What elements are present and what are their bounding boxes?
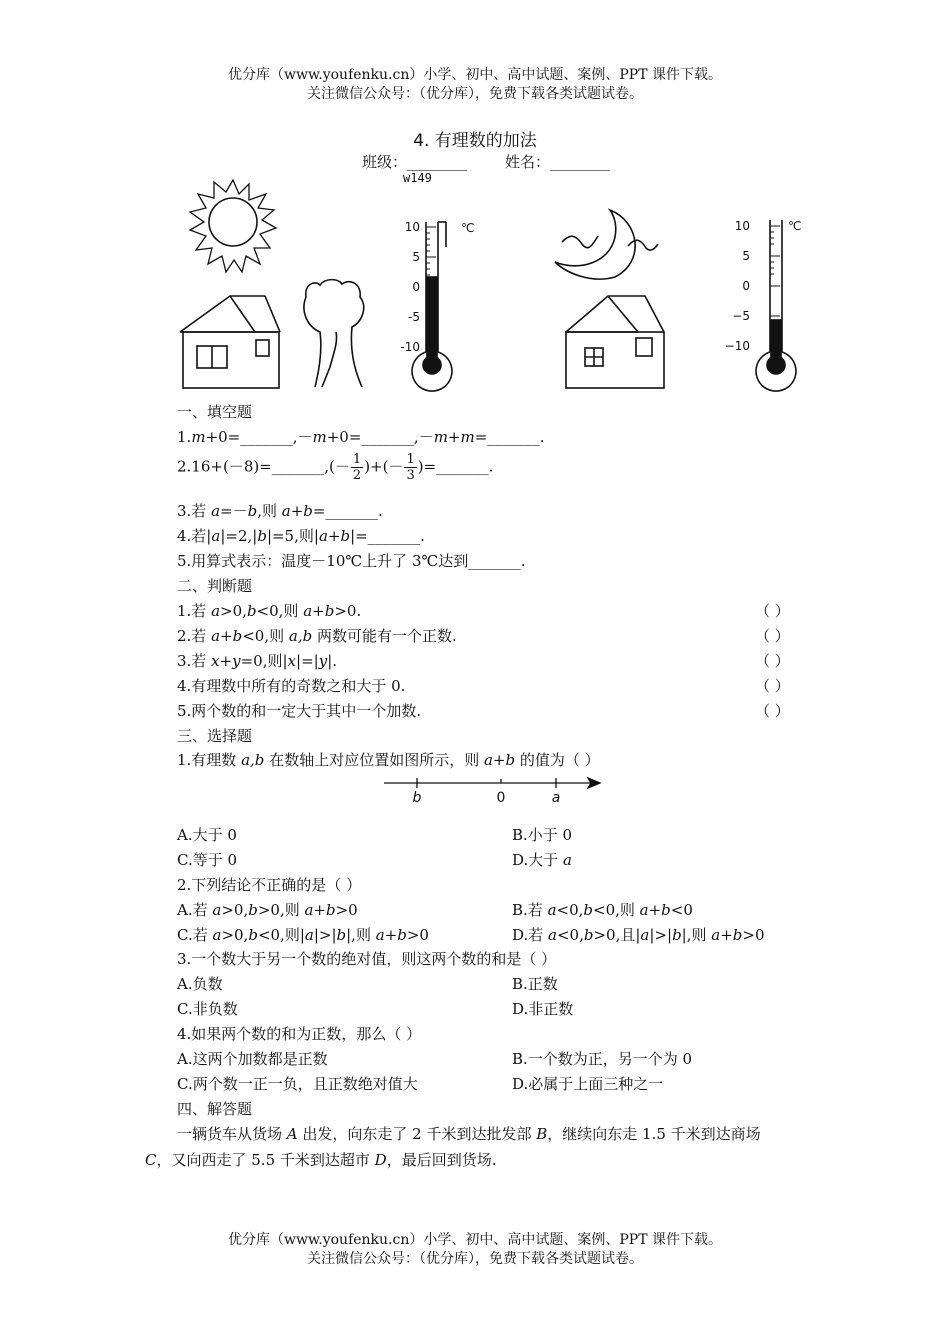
answer-paren: （ ） [755, 702, 790, 720]
question-choice-2: 2.下列结论不正确的是（ ） [177, 876, 362, 894]
question-choice-4: 4.如果两个数的和为正数，那么（ ） [177, 1025, 422, 1043]
section-title: 一、填空题 [177, 403, 253, 421]
thermo-right-tick: 10 [734, 219, 750, 233]
fraction: $\frac{1}{2}$ [352, 452, 362, 483]
option-b: B.一个数为正，另一个为 0 [512, 1050, 693, 1068]
section-title: 四、解答题 [177, 1100, 253, 1118]
tree-icon [304, 280, 364, 387]
thermo-right-tick: 5 [742, 249, 750, 263]
option-d: D.若 a<0,b>0,且|a|>|b|,则 a+b>0 [512, 926, 765, 944]
header-line-2: 关注微信公众号：（优分库），免费下载各类试题试卷。 [307, 86, 643, 102]
thermo-left-tick: -5 [408, 310, 420, 324]
name-field: 姓名：________ [505, 153, 611, 171]
option-b: B.若 a<0,b<0,则 a+b<0 [512, 901, 693, 919]
question-judge-3: 3.若 x+y=0,则|x|=|y|. [177, 652, 338, 670]
thermo-right-tick: −5 [732, 309, 750, 323]
option-a: A.这两个加数都是正数 [177, 1050, 328, 1068]
numberline-a-label: a [551, 790, 561, 806]
thermo-left-unit: ℃ [461, 221, 475, 235]
page-title: 4. 有理数的加法 [413, 131, 537, 151]
option-c: C.两个数一正一负，且正数绝对值大 [177, 1075, 418, 1093]
question-fill-5: 5.用算式表示：温度－10℃上升了 3℃达到_______. [177, 552, 526, 570]
thermo-left-tick: 5 [412, 250, 420, 264]
numberline-b-label: b [412, 790, 422, 806]
question-choice-1: 1.有理数 a,b 在数轴上对应位置如图所示，则 a+b 的值为（ ） [177, 751, 600, 769]
problem-line-1: 一辆货车从货场 A 出发，向东走了 2 千米到达批发部 B，继续向东走 1.5 千米到达商场 [177, 1125, 761, 1143]
numberline-zero-label: 0 [496, 790, 506, 806]
option-d: D.必属于上面三种之一 [512, 1075, 664, 1093]
house-icon [180, 296, 280, 388]
thermo-left-tick: -10 [400, 340, 420, 354]
question-judge-2: 2.若 a+b<0,则 a,b 两数可能有一个正数. [177, 627, 457, 645]
class-field: 班级：________ [362, 153, 468, 171]
thermo-left-tick: 10 [404, 220, 420, 234]
option-b: B.正数 [512, 975, 558, 993]
question-choice-3: 3.一个数大于另一个数的绝对值，则这两个数的和是（ ） [177, 950, 557, 968]
question-fill-3: 3.若 a=－b,则 a+b=_______. [177, 502, 383, 520]
answer-paren: （ ） [755, 652, 790, 670]
section-title: 二、判断题 [177, 577, 253, 595]
thermo-right-tick: −10 [724, 339, 750, 353]
question-judge-1: 1.若 a>0,b<0,则 a+b>0. [177, 602, 362, 620]
thermometer-right-icon [756, 220, 796, 391]
answer-paren: （ ） [755, 602, 790, 620]
header-line-1: 优分库（www.youfenku.cn）小学、初中、高中试题、案例、PPT 课件下载。 [227, 67, 722, 83]
thermo-right-unit: ℃ [788, 219, 802, 233]
option-b: B.小于 0 [512, 826, 573, 844]
number-line [378, 772, 608, 808]
question-fill-4: 4.若|a|=2,|b|=5,则|a+b|=_______. [177, 527, 425, 545]
fraction: $\frac{1}{3}$ [406, 452, 415, 483]
question-fill-2: 2.16+(－8)=_______,(－ $\frac{1}{2}$ )+(－ $\frac{1}{3}$ )=_______. [177, 452, 494, 483]
question-fill-1: 1.m+0=_______,－m+0=_______,－m+m=_______. [177, 428, 545, 446]
thermo-right-tick: 0 [742, 279, 750, 293]
answer-paren: （ ） [755, 677, 790, 695]
question-judge-5: 5.两个数的和一定大于其中一个加数. [177, 702, 422, 720]
watermark-text: w149 [403, 171, 432, 185]
option-d: D.大于 a [512, 851, 572, 869]
option-a: A.若 a>0,b>0,则 a+b>0 [177, 901, 358, 919]
thermometer-left-icon [412, 222, 452, 391]
sun-icon [190, 180, 276, 272]
section-title: 三、选择题 [177, 727, 253, 745]
option-a: A.大于 0 [177, 826, 237, 844]
option-c: C.等于 0 [177, 851, 238, 869]
option-c: C.若 a>0,b<0,则|a|>|b|,则 a+b>0 [177, 926, 429, 944]
option-a: A.负数 [177, 975, 223, 993]
answer-paren: （ ） [755, 627, 790, 645]
house-icon [566, 296, 664, 388]
weather-illustration [170, 172, 810, 394]
option-c: C.非负数 [177, 1000, 238, 1018]
footer-line-1: 优分库（www.youfenku.cn）小学、初中、高中试题、案例、PPT 课件下载。 [227, 1232, 722, 1248]
moon-icon [555, 210, 658, 279]
footer-line-2: 关注微信公众号：（优分库），免费下载各类试题试卷。 [307, 1251, 643, 1267]
question-judge-4: 4.有理数中所有的奇数之和大于 0. [177, 677, 406, 695]
problem-line-2: C，又向西走了 5.5 千米到达超市 D，最后回到货场. [145, 1151, 497, 1169]
option-d: D.非正数 [512, 1000, 574, 1018]
thermo-left-tick: 0 [412, 280, 420, 294]
